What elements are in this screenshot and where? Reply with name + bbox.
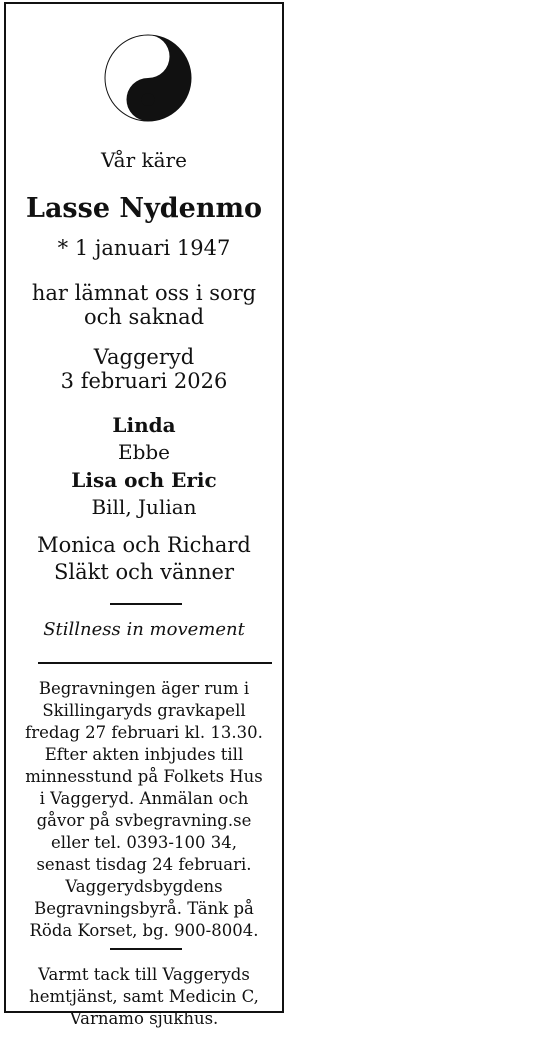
- funeral-info-line: senast tisdag 24 februari.: [36, 855, 252, 874]
- funeral-info-line: eller tel. 0393-100 34,: [51, 833, 237, 852]
- funeral-info-line: Efter akten inbjudes till: [44, 745, 244, 764]
- yin-yang-icon: [104, 34, 192, 122]
- divider: [38, 662, 272, 664]
- thanks-line: hemtjänst, samt Medicin C,: [29, 987, 259, 1006]
- family-member: Linda: [112, 413, 176, 437]
- quote-text: Stillness in movement: [43, 619, 245, 640]
- funeral-info-line: gåvor på svbegravning.se: [36, 811, 252, 830]
- family-member: Släkt och vänner: [54, 560, 234, 584]
- divider: [110, 603, 182, 605]
- deceased-name: Lasse Nydenmo: [25, 193, 263, 224]
- divider: [110, 948, 182, 950]
- message-line: och saknad: [83, 305, 205, 329]
- death-place: Vaggeryd: [93, 345, 195, 369]
- thanks-line: Varmt tack till Vaggeryds: [38, 965, 250, 984]
- death-date: 3 februari 2026: [60, 369, 228, 393]
- obituary-notice: [4, 2, 284, 1028]
- birth-date: * 1 januari 1947: [57, 236, 231, 260]
- funeral-info-line: minnesstund på Folkets Hus: [25, 767, 263, 786]
- family-member: Lisa och Eric: [71, 468, 217, 492]
- message-line: har lämnat oss i sorg: [31, 281, 257, 305]
- family-member: Ebbe: [117, 440, 171, 464]
- family-member: Bill, Julian: [91, 495, 197, 519]
- funeral-info-line: Vaggerydsbygdens: [65, 877, 223, 896]
- funeral-info: [6, 678, 282, 942]
- funeral-info-line: fredag 27 februari kl. 13.30.: [25, 723, 263, 742]
- thanks-line: Värnamo sjukhus.: [69, 1009, 219, 1028]
- family-member: Monica och Richard: [37, 533, 251, 557]
- funeral-info-line: Röda Korset, bg. 900-8004.: [29, 921, 259, 940]
- funeral-info-line: Begravningen äger rum i: [38, 679, 250, 698]
- funeral-info-line: Skillingaryds gravkapell: [42, 701, 246, 720]
- funeral-info-line: Begravningsbyrå. Tänk på: [34, 899, 254, 918]
- thanks-text: [6, 964, 282, 1030]
- intro-text: Vår käre: [101, 148, 187, 172]
- funeral-info-line: i Vaggeryd. Anmälan och: [39, 789, 249, 808]
